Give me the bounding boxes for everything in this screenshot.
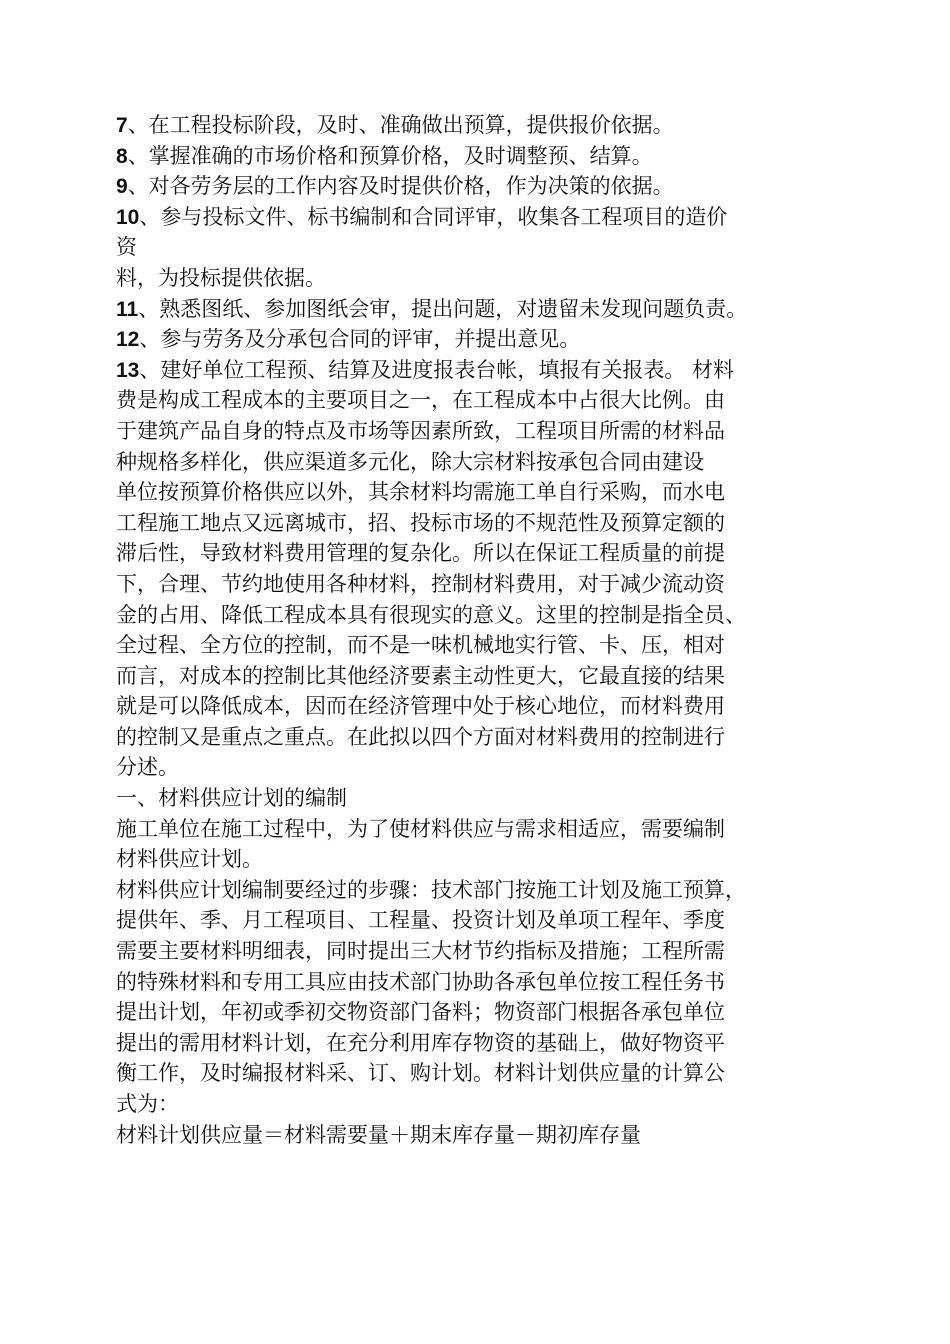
line-text: 提出的需用材料计划，在充分利用库存物资的基础上，做好物资平 <box>116 1030 725 1055</box>
text-line <box>116 661 876 692</box>
text-line <box>116 324 876 355</box>
item-number: 13 <box>116 358 140 382</box>
line-text: 工程施工地点又远离城市，招、投标市场的不规范性及预算定额的 <box>116 510 725 535</box>
line-text: 、对各劳务层的工作内容及时提供价格，作为决策的依据。 <box>127 174 674 199</box>
line-text: 衡工作，及时编报材料采、订、购计划。材料计划供应量的计算公 <box>116 1061 725 1086</box>
text-line <box>116 600 876 631</box>
line-text: 、熟悉图纸、参加图纸会审，提出问题，对遗留未发现问题负责。 <box>138 296 748 321</box>
line-text: 材料供应计划。 <box>116 847 263 872</box>
text-line <box>116 783 876 814</box>
item-number: 8 <box>116 144 128 168</box>
text-line <box>116 110 876 141</box>
line-text: 费是构成工程成本的主要项目之一，在工程成本中占很大比例。由 <box>116 388 725 413</box>
line-text: 材料供应计划编制要经过的步骤：技术部门按施工计划及施工预算， <box>116 877 746 902</box>
line-text: 、参与投标文件、标书编制和合同评审，收集各工程项目的造价 <box>139 204 728 229</box>
text-line <box>116 844 876 875</box>
line-text: 材料计划供应量＝材料需要量＋期末库存量－期初库存量 <box>116 1122 641 1147</box>
line-text: 、参与劳务及分承包合同的评审，并提出意见。 <box>139 327 581 352</box>
text-line <box>116 569 876 600</box>
line-text: 提供年、季、月工程项目、工程量、投资计划及单项工程年、季度 <box>116 908 725 933</box>
text-line <box>116 936 876 967</box>
line-text: 而言，对成本的控制比其他经济要素主动性更大，它最直接的结果 <box>116 663 725 688</box>
line-text: 资 <box>116 235 137 260</box>
text-line <box>116 171 876 202</box>
text-line <box>116 1028 876 1059</box>
text-line <box>116 477 876 508</box>
item-number: 11 <box>116 297 139 321</box>
line-text: 、建好单位工程预、结算及进度报表台帐，填报有关报表。 材料 <box>139 357 735 382</box>
text-line <box>116 905 876 936</box>
line-text: 需要主要材料明细表，同时提出三大材节约指标及措施；工程所需 <box>116 939 725 964</box>
text-line <box>116 294 876 325</box>
text-line <box>116 997 876 1028</box>
line-text: 的特殊材料和专用工具应由技术部门协助各承包单位按工程任务书 <box>116 969 725 994</box>
text-line <box>116 355 876 386</box>
text-line <box>116 141 876 172</box>
item-number: 9 <box>116 175 128 199</box>
line-text: 一、材料供应计划的编制 <box>116 786 347 811</box>
line-text: 种规格多样化，供应渠道多元化，除大宗材料按承包合同由建设 <box>116 449 704 474</box>
line-text: 金的占用、降低工程成本具有很现实的意义。这里的控制是指全员、 <box>116 602 746 627</box>
line-text: 提出计划，年初或季初交物资部门备料；物资部门根据各承包单位 <box>116 1000 725 1025</box>
text-line <box>116 385 876 416</box>
text-line <box>116 508 876 539</box>
line-text: 施工单位在施工过程中，为了使材料供应与需求相适应，需要编制 <box>116 816 725 841</box>
text-line <box>116 630 876 661</box>
line-text: 单位按预算价格供应以外，其余材料均需施工单自行采购，而水电 <box>116 480 725 505</box>
text-line <box>116 1120 876 1151</box>
line-text: 分述。 <box>116 755 179 780</box>
body-text <box>116 110 876 1150</box>
text-line <box>116 752 876 783</box>
item-number: 10 <box>116 205 140 229</box>
text-line <box>116 202 876 233</box>
text-line <box>116 263 876 294</box>
item-number: 7 <box>116 114 128 137</box>
text-line <box>116 447 876 478</box>
text-line <box>116 814 876 845</box>
line-text: 、掌握准确的市场价格和预算价格，及时调整预、结算。 <box>127 143 653 168</box>
line-text: 滞后性，导致材料费用管理的复杂化。所以在保证工程质量的前提 <box>116 541 725 566</box>
item-number: 12 <box>116 328 140 352</box>
text-line <box>116 1089 876 1120</box>
text-line <box>116 232 876 263</box>
text-line <box>116 538 876 569</box>
line-text: 式为： <box>116 1092 179 1116</box>
text-line <box>116 1058 876 1089</box>
text-line <box>116 875 876 906</box>
line-text: 、在工程投标阶段，及时、准确做出预算，提供报价依据。 <box>127 113 674 137</box>
text-line <box>116 691 876 722</box>
text-line <box>116 416 876 447</box>
text-line <box>116 967 876 998</box>
line-text: 全过程、全方位的控制，而不是一味机械地实行管、卡、压，相对 <box>116 633 725 658</box>
text-line <box>116 722 876 753</box>
line-text: 下，合理、节约地使用各种材料，控制材料费用，对于减少流动资 <box>116 571 725 596</box>
line-text: 于建筑产品自身的特点及市场等因素所致，工程项目所需的材料品 <box>116 418 725 443</box>
line-text: 就是可以降低成本，因而在经济管理中处于核心地位，而材料费用 <box>116 694 725 719</box>
line-text: 的控制又是重点之重点。在此拟以四个方面对材料费用的控制进行 <box>116 724 725 749</box>
line-text: 料，为投标提供依据。 <box>116 265 326 290</box>
